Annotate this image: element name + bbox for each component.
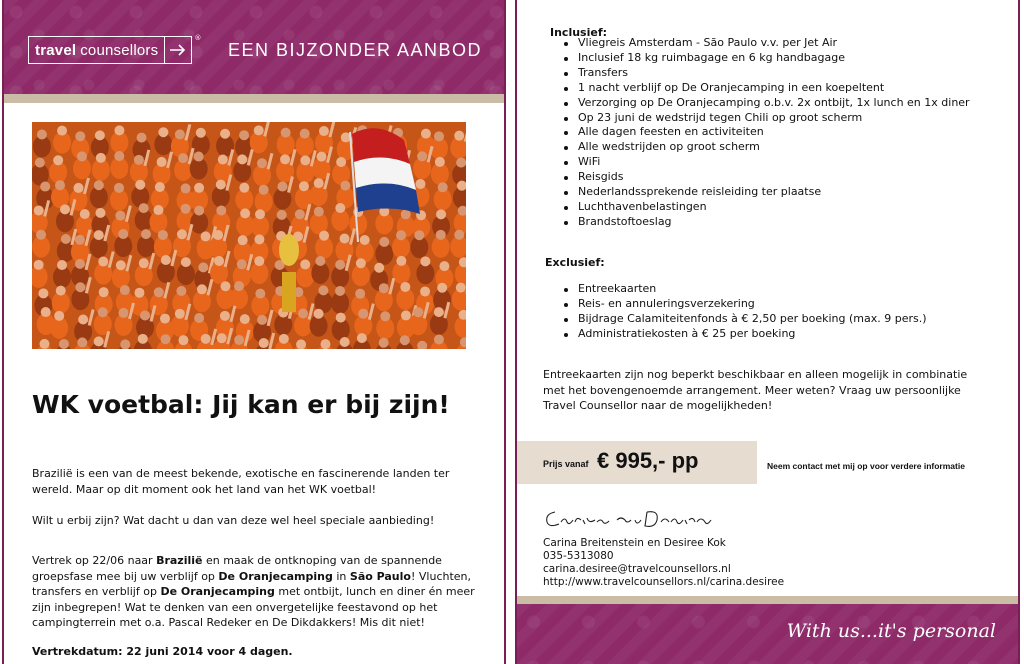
price-value: € 995,- pp bbox=[597, 448, 699, 473]
footer-tagline: With us...it's personal bbox=[786, 620, 996, 642]
header-stripe bbox=[4, 94, 504, 103]
logo-text: counsellors bbox=[80, 41, 159, 59]
travel-counsellors-logo[interactable] bbox=[28, 36, 201, 64]
handwritten-signature bbox=[543, 506, 713, 532]
inclusive-item: Reisgids bbox=[561, 170, 970, 185]
inclusive-item: Op 23 juni de wedstrijd tegen Chili op groot scherm bbox=[561, 111, 970, 126]
question-paragraph: Wilt u erbij zijn? Wat dacht u dan van deze wel heel speciale aanbieding! bbox=[32, 514, 435, 527]
intro-paragraph: Brazilië is een van de meest bekende, exotische en fascinerende landen ter wereld. Maar op dit moment ook het land van het WK voetbal! bbox=[32, 467, 450, 496]
inclusive-item: Transfers bbox=[561, 66, 970, 81]
inclusive-list bbox=[561, 36, 970, 230]
phone-number[interactable]: 035-5313080 bbox=[543, 550, 614, 562]
inclusive-item: Luchthavenbelastingen bbox=[561, 200, 970, 215]
registered-mark: ® bbox=[194, 34, 202, 42]
header-banner bbox=[4, 0, 504, 94]
price-label: Prijs vanaf bbox=[543, 459, 589, 469]
details-paragraph: Vertrek op 22/06 naar Brazilië en maak de ontknoping van de spannende groepsfase mee bij uw verblijf op De Oranjecamping in São Paulo! Vluchten, transfers en verblijf op De Oranjecamping met ontbijt, lunch en diner én meer zijn inbegrepen! Wat te denken van een onvergetelijke feestavond op het campingterrein met o.a. Pascal Redeker en De Dikdakkers! Mis dit niet! bbox=[32, 554, 475, 629]
arrow-right-icon bbox=[164, 36, 192, 64]
inclusive-item: Alle wedstrijden op groot scherm bbox=[561, 140, 970, 155]
consultant-names: Carina Breitenstein en Desiree Kok bbox=[543, 537, 726, 549]
price-box bbox=[517, 441, 757, 484]
email-link[interactable]: carina.desiree@travelcounsellors.nl bbox=[543, 563, 731, 575]
logo-text-bold: travel bbox=[35, 41, 77, 59]
departure-date: Vertrekdatum: 22 juni 2014 voor 4 dagen. bbox=[32, 645, 293, 658]
exclusive-item: Reis- en annuleringsverzekering bbox=[561, 297, 927, 312]
football-fans-photo bbox=[32, 122, 466, 349]
contact-note: Neem contact met mij op voor verdere informatie bbox=[767, 461, 965, 471]
inclusive-item: Alle dagen feesten en activiteiten bbox=[561, 125, 970, 140]
exclusive-item: Entreekaarten bbox=[561, 282, 927, 297]
website-link[interactable]: http://www.travelcounsellors.nl/carina.desiree bbox=[543, 576, 785, 588]
footer-stripe bbox=[517, 596, 1018, 604]
footer-banner bbox=[517, 604, 1018, 664]
exclusive-item: Administratiekosten à € 25 per boeking bbox=[561, 327, 927, 342]
exclusive-item: Bijdrage Calamiteitenfonds à € 2,50 per boeking (max. 9 pers.) bbox=[561, 312, 927, 327]
inclusive-item: WiFi bbox=[561, 155, 970, 170]
inclusive-item: Inclusief 18 kg ruimbagage en 6 kg handbagage bbox=[561, 51, 970, 66]
offer-right-column bbox=[515, 0, 1020, 664]
exclusive-heading: Exclusief: bbox=[545, 256, 605, 269]
inclusive-item: Verzorging op De Oranjecamping o.b.v. 2x ontbijt, 1x lunch en 1x diner bbox=[561, 96, 970, 111]
offer-title: WK voetbal: Jij kan er bij zijn! bbox=[32, 390, 450, 419]
inclusive-item: Vliegreis Amsterdam - São Paulo v.v. per Jet Air bbox=[561, 36, 970, 51]
header-title: EEN BIJZONDER AANBOD bbox=[227, 40, 482, 60]
ticket-note: Entreekaarten zijn nog beperkt beschikbaar en alleen mogelijk in combinatie met het bovengenoemde arrangement. Meer weten? Vraag uw persoonlijke Travel Counsellor naar de mogelijkheden! bbox=[543, 368, 968, 412]
exclusive-list bbox=[561, 282, 927, 342]
inclusive-item: Nederlandssprekende reisleiding ter plaatse bbox=[561, 185, 970, 200]
offer-left-column bbox=[2, 0, 506, 664]
inclusive-item: 1 nacht verblijf op De Oranjecamping in een koepeltent bbox=[561, 81, 970, 96]
inclusive-heading: Inclusief: bbox=[550, 26, 608, 39]
inclusive-item: Brandstoftoeslag bbox=[561, 215, 970, 230]
